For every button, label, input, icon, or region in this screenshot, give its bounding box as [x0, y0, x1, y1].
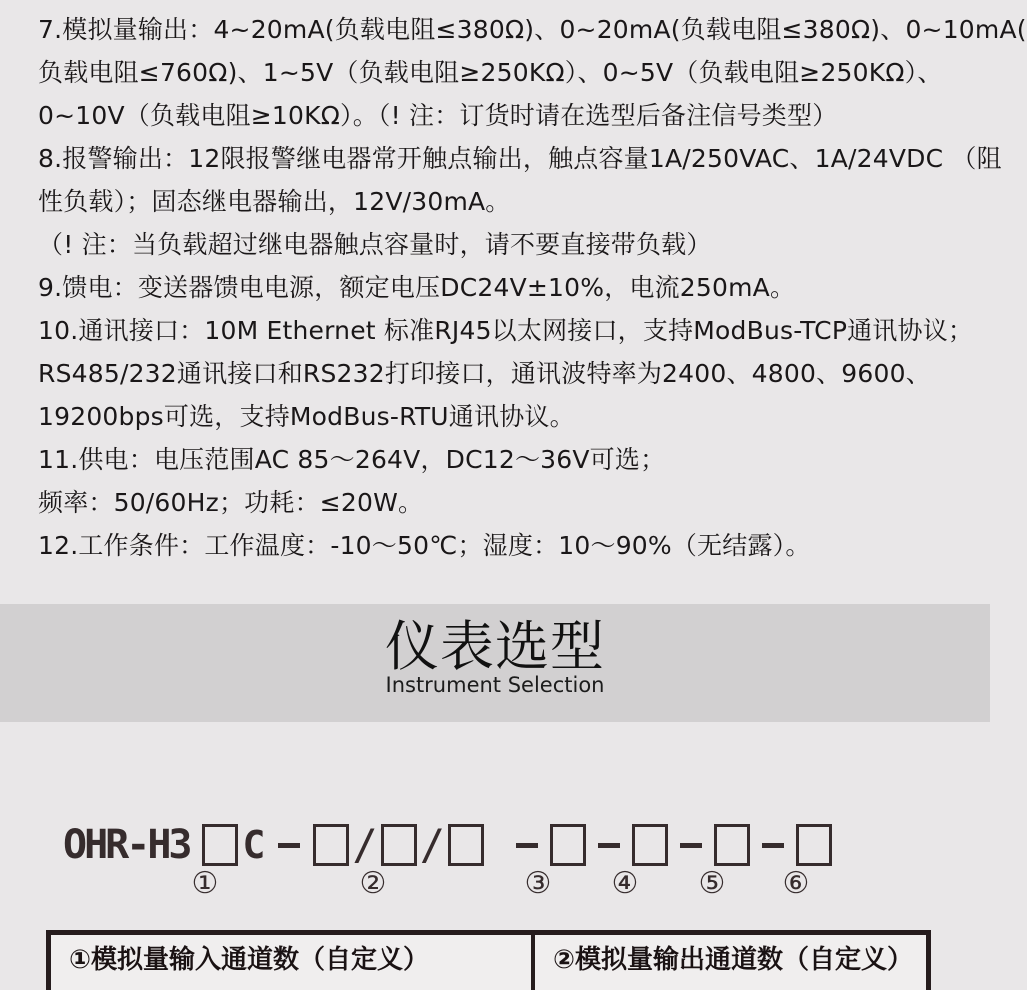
model-code-box-1: [202, 824, 238, 866]
spec-line-analog-output-note: 0~10V（负载电阻≥10KΩ）。（! 注：订货时请在选型后备注信号类型）: [38, 101, 838, 130]
model-code-prefix: OHR-H3: [63, 822, 190, 868]
spec-line-comm-interface-2: RS485/232通讯接口和RS232打印接口，通讯波特率为2400、4800、9600、: [38, 359, 931, 388]
spec-line-alarm-output-1: 8.报警输出：12限报警继电器常开触点输出，触点容量1A/250VAC、1A/24VDC （阻: [38, 144, 1002, 173]
model-code-slash-icon: /: [352, 820, 378, 869]
model-code-box-4: [448, 824, 484, 866]
model-code-dash-icon: [680, 843, 702, 848]
model-code-box-8: [796, 824, 832, 866]
spec-line-working-conditions: 12.工作条件：工作温度：-10～50℃；湿度：10～90%（无结露）。: [38, 531, 811, 560]
selection-table-header-left: ①模拟量输入通道数（自定义）: [51, 935, 535, 990]
selection-table: [46, 930, 931, 990]
model-code-dash-icon: [762, 843, 784, 848]
spec-line-analog-output-2: 负载电阻≤760Ω)、1~5V（负载电阻≥250KΩ）、0~5V（负载电阻≥250KΩ）、: [38, 58, 943, 87]
spec-line-alarm-note: （! 注：当负载超过继电器触点容量时，请不要直接带负载）: [38, 230, 712, 259]
model-code-box-7: [714, 824, 750, 866]
model-code-box-3: [381, 824, 417, 866]
spec-line-power-supply: 11.供电：电压范围AC 85～264V，DC12～36V可选；: [38, 445, 666, 474]
model-code-dash-icon: [516, 843, 538, 848]
model-code-slash-icon: /: [419, 820, 445, 869]
circled-number-1: ①: [191, 866, 219, 901]
spec-line-alarm-output-2: 性负载）；固态继电器输出，12V/30mA。: [38, 187, 511, 216]
model-code-box-2: [313, 824, 349, 866]
model-code-box-6: [632, 824, 668, 866]
spec-section: [38, 8, 1027, 567]
circled-number-2: ②: [359, 866, 387, 901]
spec-line-analog-output-1: 7.模拟量输出：4~20mA(负载电阻≤380Ω)、0~20mA(负载电阻≤380Ω)、0~10mA(: [38, 15, 1027, 44]
spec-line-feed-power: 9.馈电：变送器馈电电源，额定电压DC24V±10%，电流250mA。: [38, 273, 796, 302]
section-header-band: [0, 604, 990, 722]
model-code-diagram: [63, 822, 832, 868]
circled-number-5: ⑤: [698, 866, 726, 901]
selection-table-header-right: ②模拟量输出通道数（自定义）: [553, 945, 914, 975]
spec-line-comm-interface-3: 19200bps可选，支持ModBus-RTU通讯协议。: [38, 402, 575, 431]
circled-number-6: ⑥: [782, 866, 810, 901]
model-code-box-5: [550, 824, 586, 866]
model-code-letter: C: [242, 823, 266, 867]
section-title: 仪表选型: [385, 615, 605, 678]
spec-line-comm-interface-1: 10.通讯接口：10M Ethernet 标准RJ45以太网接口，支持ModBus-TCP通讯协议；: [38, 316, 974, 345]
model-code-dash-icon: [278, 843, 300, 848]
circled-number-4: ④: [611, 866, 639, 901]
spec-line-frequency-power: 频率：50/60Hz；功耗：≤20W。: [38, 488, 424, 517]
model-code-dash-icon: [598, 843, 620, 848]
circled-number-3: ③: [524, 866, 552, 901]
section-subtitle: Instrument Selection: [385, 673, 605, 697]
